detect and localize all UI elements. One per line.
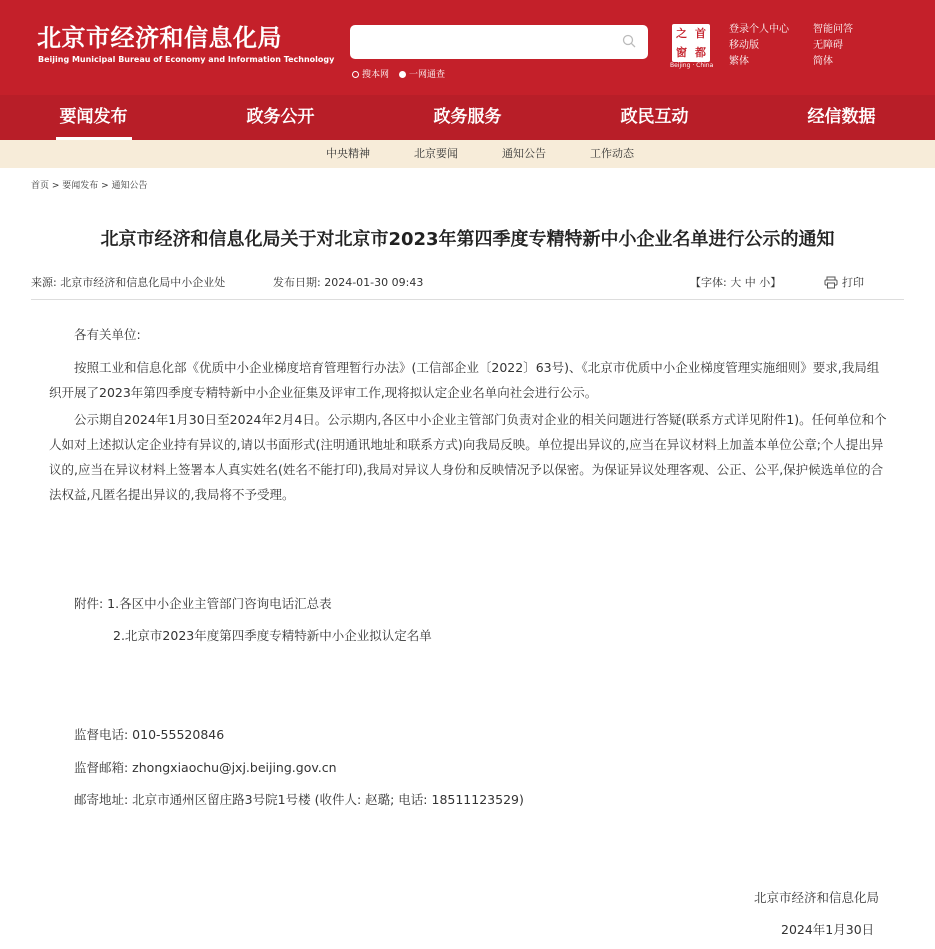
print-button[interactable] <box>824 274 864 290</box>
login-link[interactable]: 登录个人中心 <box>729 24 789 35</box>
radio-selected-icon <box>352 71 359 78</box>
article-date: 发布日期: 2024-01-30 09:43 <box>273 276 424 289</box>
subnav-notices[interactable]: 通知公告 <box>502 147 546 160</box>
search-icon[interactable] <box>622 34 636 48</box>
paragraph: 按照工业和信息化部《优质中小企业梯度培育管理暂行办法》(工信部企业〔2022〕63号)、《北京市优质中小企业梯度管理实施细则》要求,我局组织开展了2023年第四季度专精特新中小企业征集及评审工作,现将拟认定企业名单向社会进行公示。 <box>49 360 880 400</box>
sub-nav <box>0 140 935 168</box>
subnav-beijing-news[interactable]: 北京要闻 <box>414 147 458 160</box>
nav-government-services[interactable]: 政务服务 <box>433 107 502 127</box>
site-logo-title[interactable]: 北京市经济和信息化局 <box>37 24 282 52</box>
title-divider <box>31 299 904 300</box>
mobile-version-link[interactable]: 移动版 <box>729 40 759 51</box>
main-nav <box>0 95 935 140</box>
sign-date: 2024年1月30日 <box>781 922 875 937</box>
capital-window-badge[interactable]: 之 首 窗 都 <box>672 24 710 62</box>
radio-icon <box>399 71 406 78</box>
nav-news-release[interactable]: 要闻发布 <box>0 95 187 140</box>
smart-qa-link[interactable]: 智能问答 <box>813 24 853 35</box>
search-input[interactable] <box>350 25 648 59</box>
subnav-work-updates[interactable]: 工作动态 <box>590 147 634 160</box>
mailing-address: 邮寄地址: 北京市通州区留庄路3号院1号楼 (收件人: 赵璐; 电话: 18511123529) <box>74 792 524 807</box>
nav-data[interactable]: 经信数据 <box>807 107 876 127</box>
simplified-chinese-link[interactable]: 简体 <box>813 56 833 67</box>
search-scope-options <box>352 67 445 80</box>
article-source: 来源: 北京市经济和信息化局中小企业处 <box>31 276 226 289</box>
search-scope-site[interactable]: 搜本网 <box>352 67 389 80</box>
nav-government-affairs[interactable]: 政务公开 <box>246 107 315 127</box>
site-header <box>0 0 935 95</box>
breadcrumb[interactable]: 首页 > 要闻发布 > 通知公告 <box>31 181 148 191</box>
nav-public-interaction[interactable]: 政民互动 <box>620 107 689 127</box>
article-body <box>49 322 889 509</box>
font-size-selector[interactable]: 【字体: 大 中 小】 <box>690 276 782 289</box>
print-icon <box>824 276 838 289</box>
article-title: 北京市经济和信息化局关于对北京市2023年第四季度专精特新中小企业名单进行公示的通知 <box>100 229 835 250</box>
signature: 北京市经济和信息化局 <box>754 890 880 905</box>
top-links-col2 <box>813 22 853 70</box>
search-scope-all[interactable]: 一网通查 <box>399 67 445 80</box>
attachment-2[interactable]: 2.北京市2023年度第四季度专精特新中小企业拟认定名单 <box>113 628 432 643</box>
subnav-central-spirit[interactable]: 中央精神 <box>326 147 370 160</box>
attachment-1[interactable]: 附件: 1.各区中小企业主管部门咨询电话汇总表 <box>74 596 332 611</box>
traditional-chinese-link[interactable]: 繁体 <box>729 56 749 67</box>
supervision-phone: 监督电话: 010-55520846 <box>74 727 225 742</box>
badge-caption: Beijing · China <box>670 62 714 69</box>
salutation: 各有关单位: <box>74 327 141 342</box>
print-label: 打印 <box>842 276 864 289</box>
accessibility-link[interactable]: 无障碍 <box>813 40 843 51</box>
site-logo-subtitle: Beijing Municipal Bureau of Economy and Information Technology <box>38 55 335 64</box>
supervision-email: 监督邮箱: zhongxiaochu@jxj.beijing.gov.cn <box>74 760 337 775</box>
paragraph: 公示期自2024年1月30日至2024年2月4日。公示期内,各区中小企业主管部门负责对企业的相关问题进行答疑(联系方式详见附件1)。任何单位和个人如对上述拟认定企业持有异议的,请以书面形式(注明通讯地址和联系方式)向我局反映。单位提出异议的,应当在异议材料上加盖本单位公章;个人提出异议的,应当在异议材料上签署本人真实姓名(姓名不能打印),我局对异议人身份和反映情况予以保密。为保证异议处理客观、公正、公平,保护候选单位的合法权益,凡匿名提出异议的,我局将不予受理。 <box>49 412 887 502</box>
top-links-col1 <box>729 22 789 70</box>
